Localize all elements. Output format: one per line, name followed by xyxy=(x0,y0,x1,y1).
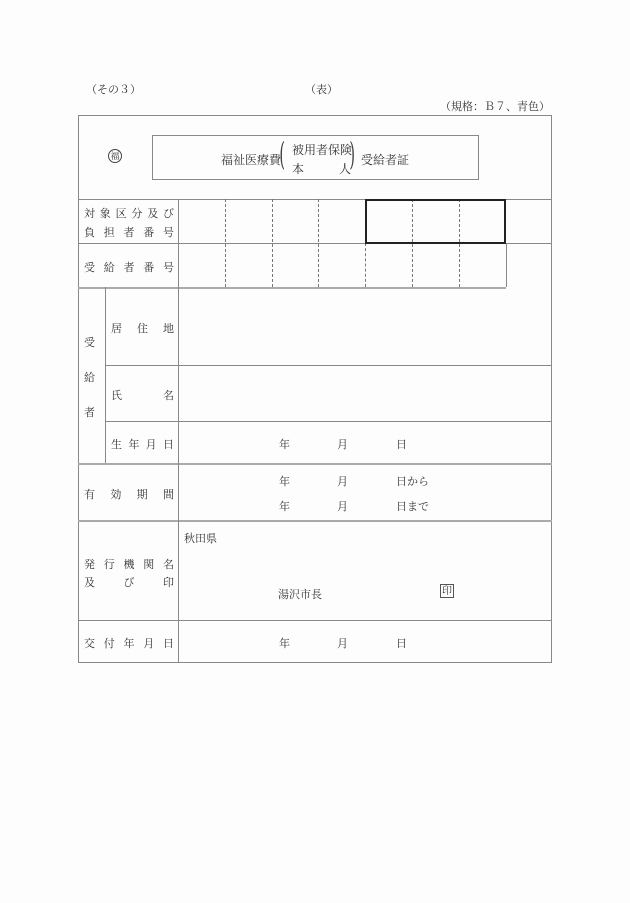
sub-label-divider xyxy=(105,287,106,463)
divider xyxy=(105,421,552,422)
title-prefix: 福祉医療費 xyxy=(221,153,282,167)
recipient-group-label-1: 受 xyxy=(84,336,95,349)
divider xyxy=(78,287,506,289)
number-box-right-edge xyxy=(506,243,507,287)
digit-separator xyxy=(318,199,319,287)
birthdate-label: 生 年 月 日 xyxy=(111,438,174,451)
issuer-label-line2: 及 び 印 xyxy=(84,576,174,589)
birth-month-unit: 月 xyxy=(337,438,348,451)
recipient-group-label-2: 給 xyxy=(84,371,95,384)
issue-year-unit: 年 xyxy=(279,637,290,650)
category-label-line2: 負 担 者 番 号 xyxy=(84,226,174,239)
divider xyxy=(78,620,552,621)
right-paren-icon: ) xyxy=(349,135,356,173)
issuer-mayor: 湯沢市長 xyxy=(278,588,322,601)
form-spec: （規格：Ｂ７、青色） xyxy=(440,100,550,113)
form-side: （表） xyxy=(305,83,338,96)
validity-label: 有 効 期 間 xyxy=(84,488,174,501)
digit-separator xyxy=(365,243,366,287)
category-label-line1: 対 象 区 分 及 び xyxy=(84,207,174,220)
divider xyxy=(78,520,552,522)
title-paren-bottom-right: 人 xyxy=(339,162,352,176)
seal-icon: 印 xyxy=(442,586,452,597)
issue-date-label: 交 付 年 月 日 xyxy=(84,637,174,650)
birth-year-unit: 年 xyxy=(279,438,290,451)
title-paren-top: 被用者保険 xyxy=(292,143,353,157)
label-column-divider xyxy=(178,199,179,663)
recipient-group-label-3: 者 xyxy=(84,406,95,419)
digit-separator xyxy=(272,199,273,287)
title-suffix: 受給者証 xyxy=(361,153,410,167)
valid-from-year-unit: 年 xyxy=(279,475,290,488)
valid-to-year-unit: 年 xyxy=(279,500,290,513)
valid-to-month-unit: 月 xyxy=(337,500,348,513)
left-paren-icon: ( xyxy=(279,135,286,173)
address-label: 居 住 地 xyxy=(111,322,174,335)
divider xyxy=(105,365,552,366)
divider xyxy=(78,463,552,465)
issuer-label-line1: 発 行 機 関 名 xyxy=(84,558,174,571)
valid-from-suffix: 日から xyxy=(396,475,429,488)
form-number: （その３） xyxy=(86,83,141,96)
recipient-number-label: 受 給 者 番 号 xyxy=(84,261,174,274)
burden-number-box[interactable] xyxy=(365,199,506,244)
valid-to-suffix: 日まで xyxy=(396,500,429,513)
issue-month-unit: 月 xyxy=(337,637,348,650)
valid-from-month-unit: 月 xyxy=(337,475,348,488)
title-paren-bottom-left: 本 xyxy=(292,162,305,176)
issue-day-unit: 日 xyxy=(396,637,407,650)
name-label: 氏 名 xyxy=(111,389,174,402)
digit-separator xyxy=(225,199,226,287)
birth-day-unit: 日 xyxy=(396,438,407,451)
fuku-circle-icon: 福 xyxy=(108,149,122,163)
issuer-prefecture: 秋田県 xyxy=(184,532,217,545)
